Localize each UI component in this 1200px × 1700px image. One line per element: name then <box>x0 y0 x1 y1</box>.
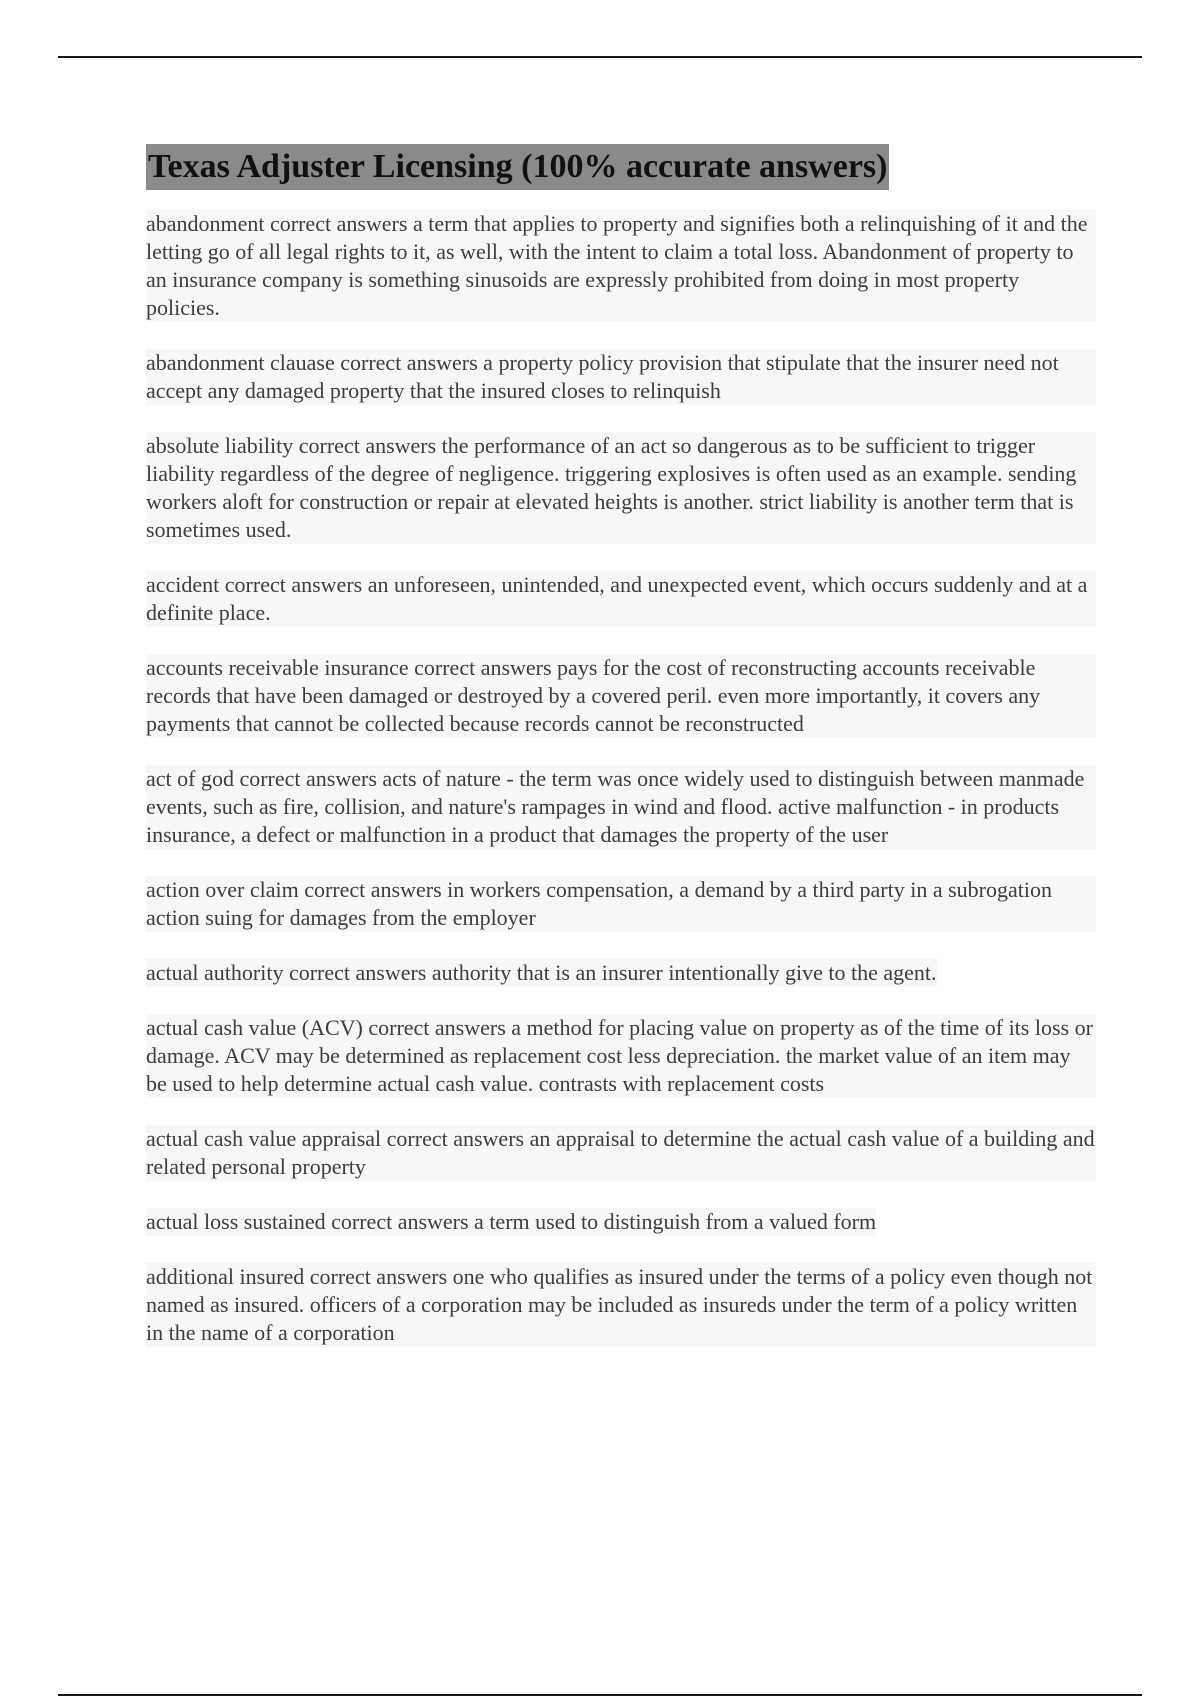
glossary-entry-actual-loss-sustained: actual loss sustained correct answers a term used to distinguish from a valued form <box>146 1209 877 1234</box>
glossary-entry-abandonment: abandonment correct answers a term that applies to property and signifies both a relinquishing of it and the letting go of all legal rights to it, as well, with the intent to claim a total loss. Abandonment of property to an insurance company is something sinusoids are expressly prohibited from doing in most property policies. <box>146 210 1096 322</box>
glossary-list <box>146 210 1096 1374</box>
glossary-entry-abandonment-clause: abandonment clauase correct answers a property policy provision that stipulate that the insurer need not accept any damaged property that the insured closes to relinquish <box>146 349 1096 405</box>
glossary-entry-actual-cash-value: actual cash value (ACV) correct answers a method for placing value on property as of the time of its loss or damage. ACV may be determined as replacement cost less depreciation. the market value of an item may be used to help determine actual cash value. contrasts with replacement costs <box>146 1014 1096 1098</box>
document-title: Texas Adjuster Licensing (100% accurate answers) <box>146 144 889 190</box>
top-rule <box>58 56 1142 58</box>
bottom-rule <box>58 1694 1142 1696</box>
glossary-entry-action-over-claim: action over claim correct answers in workers compensation, a demand by a third party in a subrogation action suing for damages from the employer <box>146 876 1096 932</box>
glossary-entry-additional-insured: additional insured correct answers one who qualifies as insured under the terms of a policy even though not named as insured. officers of a corporation may be included as insureds under the term of a policy written in the name of a corporation <box>146 1263 1096 1347</box>
glossary-entry-absolute-liability: absolute liability correct answers the performance of an act so dangerous as to be sufficient to trigger liability regardless of the degree of negligence. triggering explosives is often used as an example. sending workers aloft for construction or repair at elevated heights is another. strict liability is another term that is sometimes used. <box>146 432 1096 544</box>
glossary-entry-accounts-receivable: accounts receivable insurance correct answers pays for the cost of reconstructing accounts receivable records that have been damaged or destroyed by a covered peril. even more importantly, it covers any payments that cannot be collected because records cannot be reconstructed <box>146 654 1096 738</box>
glossary-entry-actual-authority: actual authority correct answers authority that is an insurer intentionally give to the agent. <box>146 960 937 985</box>
glossary-entry-act-of-god: act of god correct answers acts of nature - the term was once widely used to distinguish between manmade events, such as fire, collision, and nature's rampages in wind and flood. active malfunction - in products insurance, a defect or malfunction in a product that damages the property of the user <box>146 765 1096 849</box>
document-body <box>146 144 1096 1374</box>
glossary-entry-accident: accident correct answers an unforeseen, unintended, and unexpected event, which occurs suddenly and at a definite place. <box>146 571 1096 627</box>
glossary-entry-acv-appraisal: actual cash value appraisal correct answers an appraisal to determine the actual cash value of a building and related personal property <box>146 1126 1095 1179</box>
